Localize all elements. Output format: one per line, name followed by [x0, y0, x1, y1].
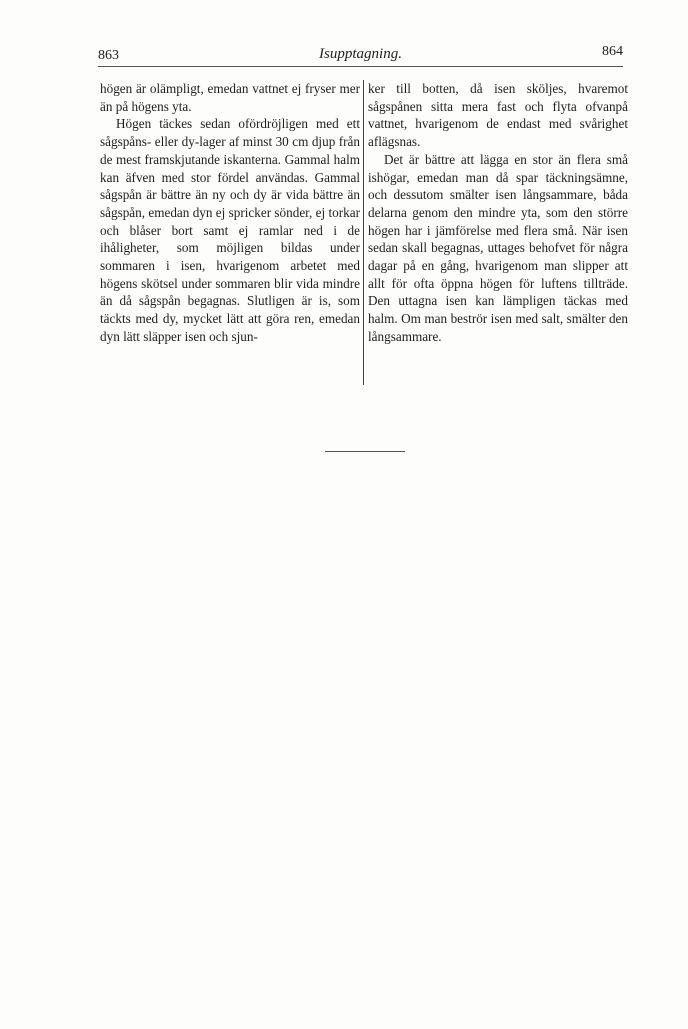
- page-number-left: 863: [98, 48, 119, 63]
- left-column: [100, 80, 360, 346]
- section-end-rule: [325, 451, 405, 452]
- right-paragraph-2: Det är bättre att lägga en stor än flera små ishögar, emedan man då spar täckningsämne, och dessutom smälter isen långsammare, båda delarna genom den mindre yta, som den större högen har i jämförelse med flera små. När isen sedan skall begagnas, uttages behofvet för några dagar på en gång, hvarigenom man slipper att allt för ofta öppna högen för luftens tillträde. Den uttagna isen kan lämpligen täckas med halm. Om man beströr isen med salt, smälter den långsammare.: [368, 151, 628, 344]
- column-divider: [363, 80, 364, 385]
- page-header: [98, 44, 623, 67]
- left-paragraph-2: Högen täckes sedan ofördröjligen med ett sågspåns- eller dy-lager af minst 30 cm djup från de mest framskjutande iskanterna. Gammal halm kan äfven med stor fördel användas. Gammal sågspån är bättre än ny och dy är vida bättre än sågspån, emedan dyn ej spricker sönder, ej torkar och blåser bort samt ej ramlar ned i de ihåligheter, som möjligen bildas under sommaren i isen, hvarigenom arbetet med högens skötsel under sommaren blir vida mindre än då sågspån begagnas. Slutligen är is, som täckts med dy, mycket lätt att göra ren, emedan dyn lätt släpper isen och sjun-: [100, 116, 360, 344]
- right-paragraph-1: ker till botten, då isen sköljes, hvaremot sågspånen sitta mera fast och flyta ofvanpå vattnet, hvarigenom de endast med svårighet aflägsnas.: [368, 81, 628, 150]
- right-column: [368, 80, 628, 346]
- running-title: Isupptagning.: [319, 46, 402, 62]
- page-number-right: 864: [602, 44, 623, 59]
- left-paragraph-1: högen är olämpligt, emedan vattnet ej fryser mer än på högens yta.: [100, 81, 360, 114]
